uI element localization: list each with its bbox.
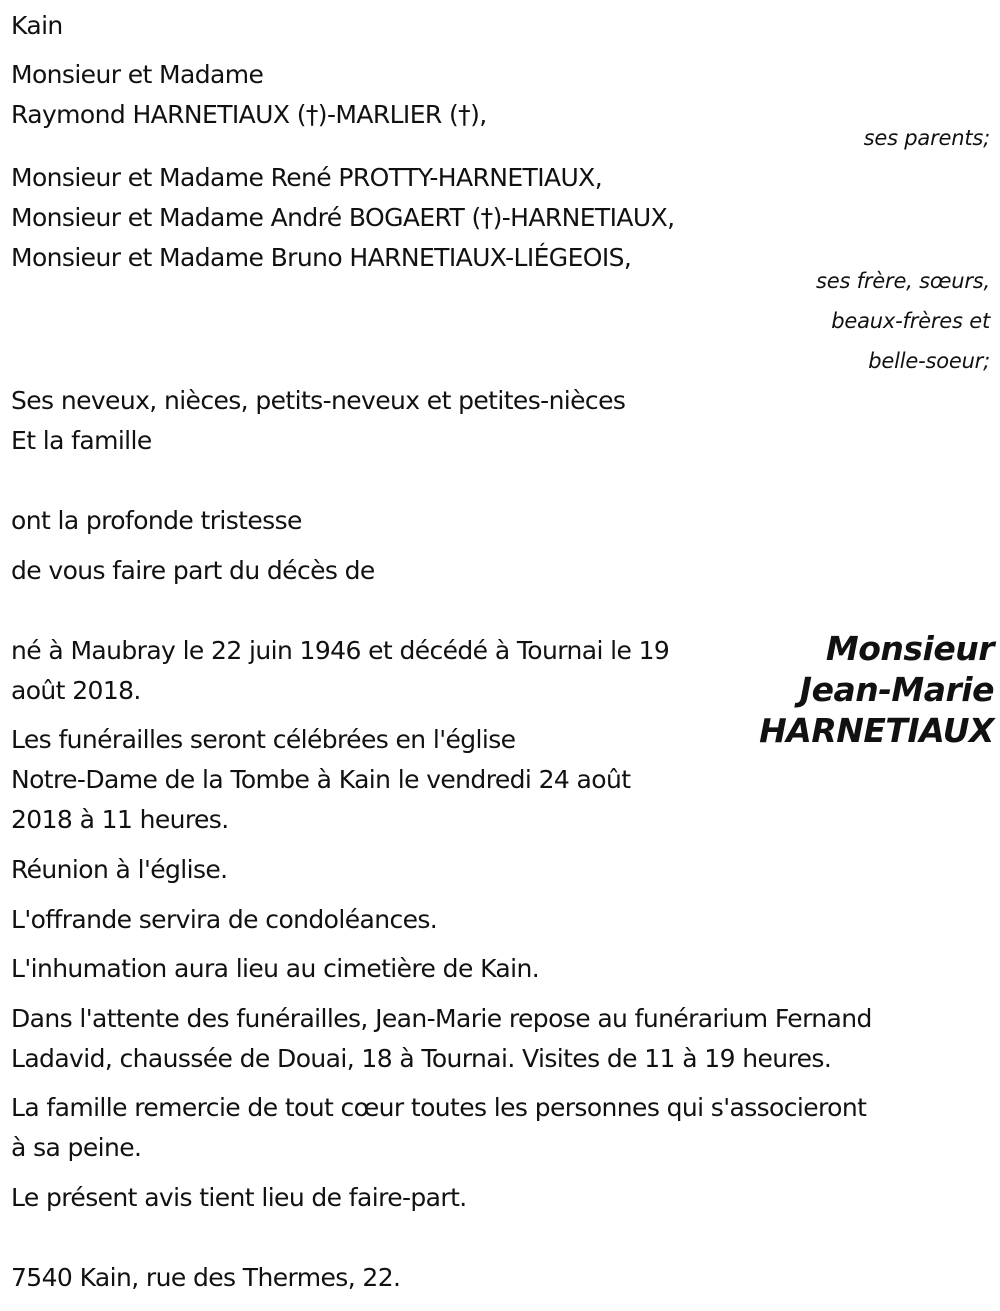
address: 7540 Kain, rue des Thermes, 22. — [11, 1263, 401, 1292]
birth-death-line: août 2018. — [11, 676, 141, 705]
burial-line: L'inhumation aura lieu au cimetière de Kain. — [11, 954, 540, 983]
parents-line-1: Monsieur et Madame — [11, 60, 264, 89]
sibling-line: Monsieur et Madame Bruno HARNETIAUX-LIÉGEOIS, — [11, 243, 632, 272]
extended-family-line: Ses neveux, nièces, petits-neveux et petites-nièces — [11, 386, 626, 415]
thanks-line: à sa peine. — [11, 1133, 142, 1162]
siblings-relation: beaux-frères et — [831, 309, 990, 333]
deceased-name — [694, 628, 994, 751]
extended-family-line: Et la famille — [11, 426, 152, 455]
sibling-line: Monsieur et Madame René PROTTY-HARNETIAUX, — [11, 163, 603, 192]
viewing-line: Ladavid, chaussée de Douai, 18 à Tournai. Visites de 11 à 19 heures. — [11, 1044, 832, 1073]
offering-line: L'offrande servira de condoléances. — [11, 905, 438, 934]
parents-relation: ses parents; — [863, 126, 990, 150]
meeting-line: Réunion à l'église. — [11, 855, 228, 884]
birth-death-line: né à Maubray le 22 juin 1946 et décédé à Tournai le 19 — [11, 636, 670, 665]
deceased-title: Monsieur — [825, 629, 994, 668]
funeral-line: Notre-Dame de la Tombe à Kain le vendredi 24 août — [11, 765, 631, 794]
siblings-relation: belle-soeur; — [868, 349, 990, 373]
funeral-line: Les funérailles seront célébrées en l'église — [11, 725, 516, 754]
sibling-line: Monsieur et Madame André BOGAERT (†)-HARNETIAUX, — [11, 203, 675, 232]
deceased-last-name: HARNETIAUX — [759, 711, 994, 750]
deceased-first-name: Jean-Marie — [799, 670, 994, 709]
notice-line: Le présent avis tient lieu de faire-part. — [11, 1183, 467, 1212]
funeral-line: 2018 à 11 heures. — [11, 805, 229, 834]
viewing-line: Dans l'attente des funérailles, Jean-Marie repose au funérarium Fernand — [11, 1004, 872, 1033]
thanks-line: La famille remercie de tout cœur toutes les personnes qui s'associeront — [11, 1093, 867, 1122]
parents-line-2: Raymond HARNETIAUX (†)-MARLIER (†), — [11, 100, 487, 129]
announcement-line: de vous faire part du décès de — [11, 556, 375, 585]
announcement-line: ont la profonde tristesse — [11, 506, 302, 535]
siblings-relation: ses frère, sœurs, — [815, 269, 990, 293]
location: Kain — [11, 11, 63, 40]
